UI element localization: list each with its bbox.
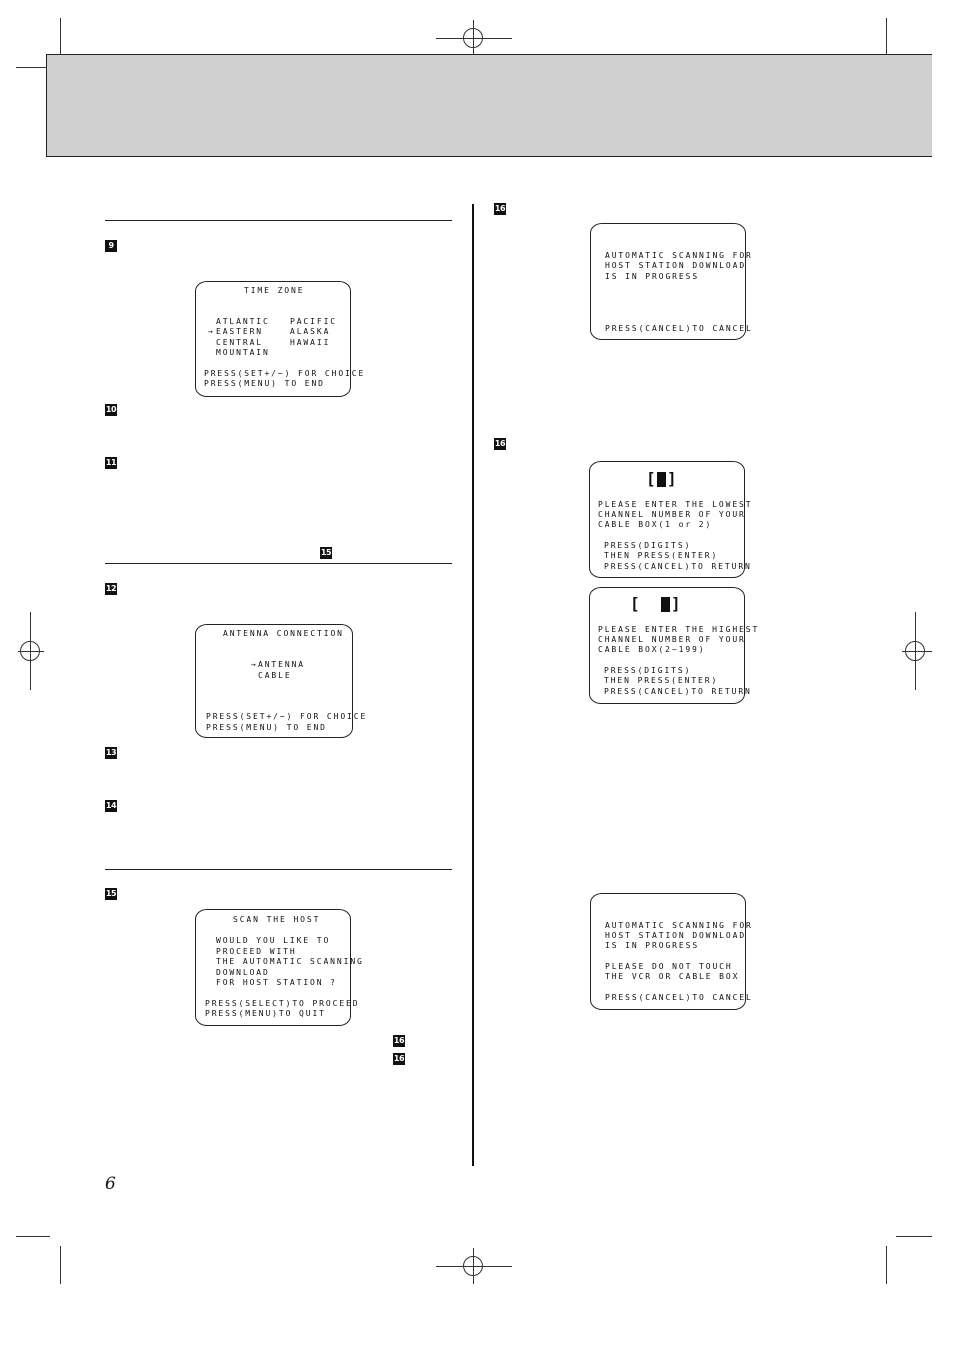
scan-line: FOR HOST STATION ?	[216, 978, 337, 987]
step-marker-15-ref: 15	[320, 548, 332, 557]
option-antenna: ANTENNA	[258, 660, 306, 669]
auto-scan-warning-screen	[590, 893, 753, 1010]
option-central: CENTRAL	[216, 338, 264, 347]
step-marker-12: 12	[105, 584, 117, 593]
time-zone-title: TIME ZONE	[244, 286, 305, 295]
selection-arrow: →	[208, 327, 215, 336]
bracket-close: ]	[667, 469, 677, 488]
antenna-connection-screen	[195, 624, 368, 738]
header-band	[46, 54, 932, 157]
crop-mark	[16, 1236, 50, 1237]
prompt-line: CHANNEL NUMBER OF YOUR	[598, 635, 746, 644]
scan-host-screen	[195, 909, 364, 1026]
hint-choice: PRESS(SET+/−) FOR CHOICE	[204, 369, 366, 378]
registration-line	[436, 38, 512, 39]
option-hawaii: HAWAII	[290, 338, 331, 347]
hint-line: PRESS(CANCEL)TO RETURN	[604, 562, 752, 571]
scan-status-line: HOST STATION DOWNLOAD	[605, 931, 747, 940]
hint-cancel: PRESS(CANCEL)TO CANCEL	[605, 993, 753, 1002]
step-marker-15: 15	[105, 889, 117, 898]
scan-line: THE AUTOMATIC SCANNING	[216, 957, 364, 966]
hint-line: PRESS(CANCEL)TO RETURN	[604, 687, 752, 696]
hint-cancel: PRESS(CANCEL)TO CANCEL	[605, 324, 753, 333]
scan-status-line: HOST STATION DOWNLOAD	[605, 261, 747, 270]
prompt-line: CHANNEL NUMBER OF YOUR	[598, 510, 746, 519]
registration-line	[473, 20, 474, 56]
highest-channel-screen	[589, 587, 760, 704]
scan-status-line: AUTOMATIC SCANNING FOR	[605, 251, 753, 260]
column-divider	[472, 204, 474, 1166]
scan-line: PROCEED WITH	[216, 947, 297, 956]
hint-end: PRESS(MENU) TO END	[206, 723, 327, 732]
option-pacific: PACIFIC	[290, 317, 338, 326]
scan-line: WOULD YOU LIKE TO	[216, 936, 331, 945]
scan-line: DOWNLOAD	[216, 968, 270, 977]
registration-line	[436, 1266, 512, 1267]
hint-quit: PRESS(MENU)TO QUIT	[205, 1009, 326, 1018]
crop-mark	[886, 18, 887, 56]
scan-status-line: AUTOMATIC SCANNING FOR	[605, 921, 753, 930]
step-marker-11: 11	[105, 458, 117, 467]
antenna-title: ANTENNA CONNECTION	[223, 629, 344, 638]
hint-line: THEN PRESS(ENTER)	[604, 551, 719, 560]
section-rule	[105, 220, 452, 221]
step-marker-13: 13	[105, 748, 117, 757]
crop-mark	[896, 1236, 932, 1237]
warning-line: THE VCR OR CABLE BOX	[605, 972, 740, 981]
crop-mark	[16, 67, 50, 68]
crop-mark	[60, 1246, 61, 1284]
step-marker-16-ref: 16	[393, 1054, 405, 1063]
registration-line	[18, 651, 44, 652]
selection-arrow: →	[251, 660, 258, 669]
channel-entry-field	[630, 596, 682, 614]
input-cursor	[661, 597, 670, 612]
hint-line: PRESS(DIGITS)	[604, 666, 692, 675]
option-alaska: ALASKA	[290, 327, 331, 336]
lowest-channel-screen	[589, 461, 753, 578]
registration-line	[915, 612, 916, 690]
registration-line	[902, 651, 932, 652]
option-mountain: MOUNTAIN	[216, 348, 270, 357]
option-atlantic: ATLANTIC	[216, 317, 270, 326]
step-marker-16: 16	[494, 204, 506, 213]
channel-entry-field	[646, 471, 676, 489]
scan-status-line: IS IN PROGRESS	[605, 941, 700, 950]
bracket-open: [	[646, 469, 656, 488]
scan-title: SCAN THE HOST	[233, 915, 321, 924]
page-number: 6	[105, 1174, 116, 1194]
step-marker-16: 16	[494, 439, 506, 448]
registration-line	[473, 1248, 474, 1284]
bracket-close: ]	[671, 594, 681, 613]
prompt-line: CABLE BOX(2~199)	[598, 645, 706, 654]
option-eastern: EASTERN	[216, 327, 264, 336]
auto-scan-screen	[590, 223, 753, 340]
input-cursor	[657, 472, 666, 487]
hint-end: PRESS(MENU) TO END	[204, 379, 325, 388]
registration-line	[30, 612, 31, 690]
step-marker-14: 14	[105, 801, 117, 810]
crop-mark	[60, 18, 61, 56]
section-rule	[105, 563, 452, 564]
option-cable: CABLE	[258, 671, 292, 680]
hint-proceed: PRESS(SELECT)TO PROCEED	[205, 999, 360, 1008]
warning-line: PLEASE DO NOT TOUCH	[605, 962, 733, 971]
prompt-line: PLEASE ENTER THE HIGHEST	[598, 625, 760, 634]
prompt-line: CABLE BOX(1 or 2)	[598, 520, 713, 529]
step-marker-16-ref: 16	[393, 1036, 405, 1045]
hint-choice: PRESS(SET+/−) FOR CHOICE	[206, 712, 368, 721]
hint-line: THEN PRESS(ENTER)	[604, 676, 719, 685]
section-rule	[105, 869, 452, 870]
bracket-open: [	[630, 594, 640, 613]
prompt-line: PLEASE ENTER THE LOWEST	[598, 500, 753, 509]
crop-mark	[886, 1246, 887, 1284]
hint-line: PRESS(DIGITS)	[604, 541, 692, 550]
scan-status-line: IS IN PROGRESS	[605, 272, 700, 281]
time-zone-screen	[195, 281, 366, 397]
step-marker-10: 10	[105, 405, 117, 414]
step-marker-9: 9	[105, 240, 117, 252]
